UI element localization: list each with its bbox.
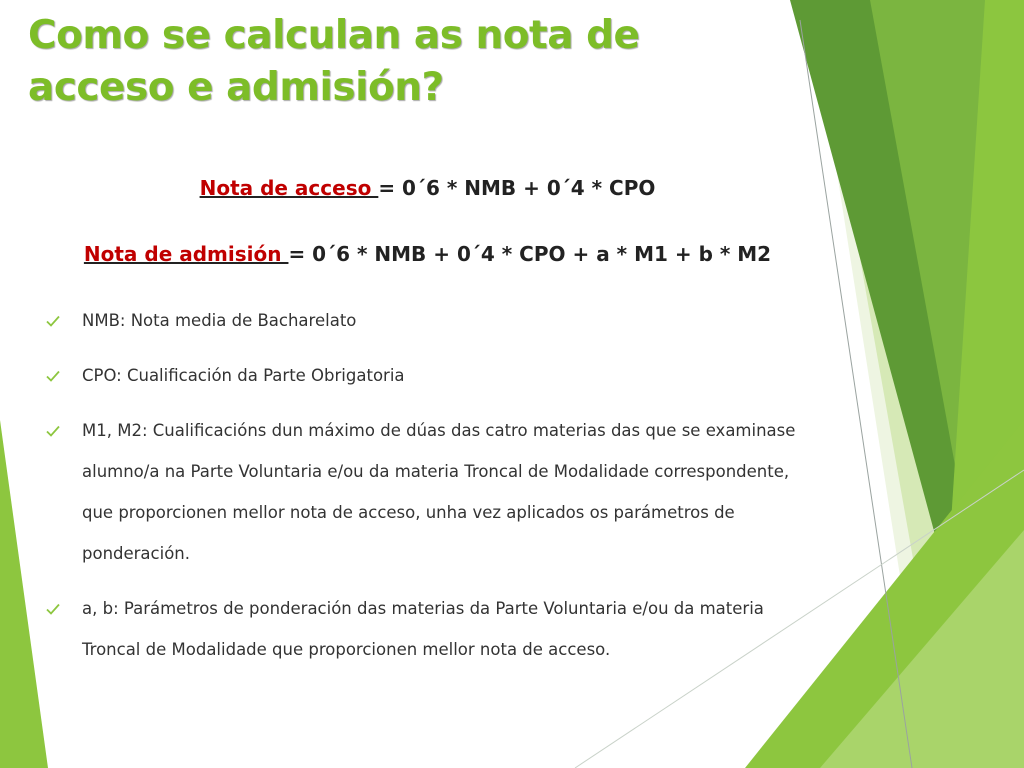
formula-term: Nota de admisión xyxy=(83,242,289,266)
checkmark-icon xyxy=(46,355,60,396)
formula-nota-acceso xyxy=(30,176,825,200)
bullet-text: NMB: Nota media de Bacharelato xyxy=(82,311,357,330)
bullet-text: a, b: Parámetros de ponderación das materias da Parte Voluntaria e/ou da materia Troncal de Modalidade que proporcionen mellor nota de acceso. xyxy=(82,599,764,659)
formula-nota-admision xyxy=(30,242,825,266)
checkmark-icon xyxy=(46,300,60,341)
formula-expression: = 0´6 * NMB + 0´4 * CPO xyxy=(378,176,656,200)
bullet-list xyxy=(46,300,806,670)
bullet-text: CPO: Cualificación da Parte Obrigatoria xyxy=(82,366,405,385)
list-item xyxy=(46,588,806,670)
left-accent-shape xyxy=(0,420,48,768)
checkmark-icon xyxy=(46,588,60,629)
list-item xyxy=(46,355,806,396)
slide-title: Como se calculan as nota de acceso e admisión? xyxy=(28,13,640,110)
list-item xyxy=(46,410,806,574)
bullet-text: M1, M2: Cualificacións dun máximo de dúas das catro materias das que se examinase alumno/a na Parte Voluntaria e/ou da materia Troncal de Modalidade correspondente, que proporcionen mellor nota de acceso, unha vez aplicados os parámetros de ponderación. xyxy=(82,421,796,563)
formula-term: Nota de acceso xyxy=(199,176,379,200)
list-item xyxy=(46,300,806,341)
formula-expression: = 0´6 * NMB + 0´4 * CPO + a * M1 + b * M2 xyxy=(288,242,772,266)
checkmark-icon xyxy=(46,410,60,451)
